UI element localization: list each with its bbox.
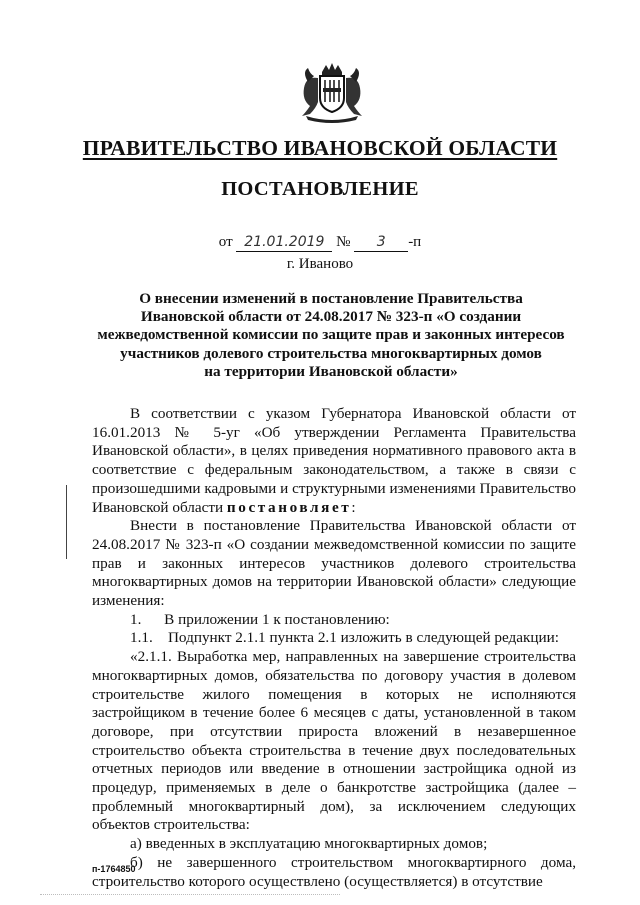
subject-line: участников долевого строительства многоквартирных домов — [120, 344, 542, 362]
document-body — [92, 405, 576, 891]
coat-of-arms-icon — [296, 62, 368, 124]
number-sign: № — [336, 234, 351, 250]
organization-title: ПРАВИТЕЛЬСТВО ИВАНОВСКОЙ ОБЛАСТИ — [82, 136, 558, 160]
handwritten-date: 21.01.2019 — [236, 234, 332, 252]
number-suffix: -п — [408, 234, 422, 250]
document-code: п-1764850 — [92, 864, 136, 874]
paragraph-sub-a: а) введенных в эксплуатацию многоквартирных домов; — [130, 835, 488, 853]
paragraph-amend: Внести в постановление Правительства Ивановской области от 24.08.2017 № 323-п «О создании межведомственной комиссии по защите прав и законных интересов участников долевого строительства многоквартирных домов на территории Ивановской области» следующие изменения: — [92, 517, 576, 610]
date-number-line — [0, 234, 640, 252]
paragraph-preamble: В соответствии с указом Губернатора Ивановской области от 16.01.2013 № 5-уг «Об утверждении Регламента Правительства Ивановской области», в целях приведения нормативного правового акта в соответствие с федеральным законодательством, а также в связи с произошедшими кадровыми и структурными изменениями Правительство Ивановской области постановляет: — [92, 405, 576, 516]
paragraph-quote: «2.1.1. Выработка мер, направленных на завершение строительства многоквартирных домов, обязательства по договору участия в долевом строительстве жилого помещения в которых не исполняются застройщиком в течение более 6 месяцев с даты, установленной в таком договоре, при отсутствии прироста вложений в незавершенное строительство объекта строительства в течение двух последовательных отчетных периодов или введение в отношении застройщика одной из процедур, применяемых в деле о банкротстве застройщика (далее – проблемный многоквартирный дом), за исключением следующих объектов строительства: — [92, 648, 576, 834]
scan-artifact — [40, 894, 340, 897]
resolution-keyword: постановляет — [226, 498, 352, 516]
date-prefix: от — [218, 234, 233, 250]
subject-line: межведомственной комиссии по защите прав и законных интересов — [97, 326, 565, 344]
paragraph-item-1-1: 1.1. Подпункт 2.1.1 пункта 2.1 изложить в следующей редакции: — [130, 629, 559, 647]
paragraph-sub-b: б) не завершенного строительством многоквартирного дома, строительство которого осуществлено (осуществляется) в отсутствие — [92, 853, 576, 890]
document-type: ПОСТАНОВЛЕНИЕ — [221, 178, 419, 200]
subject-line: О внесении изменений в постановление Правительства — [139, 290, 523, 307]
subject-line: Ивановской области от 24.08.2017 № 323-п «О создании — [140, 308, 522, 326]
city: г. Иваново — [286, 256, 354, 272]
handwritten-number: 3 — [354, 234, 408, 252]
document-subject — [96, 290, 566, 381]
paragraph-item-1: 1. В приложении 1 к постановлению: — [130, 610, 390, 628]
subject-line: на территории Ивановской области» — [204, 362, 458, 380]
margin-mark — [66, 485, 67, 559]
